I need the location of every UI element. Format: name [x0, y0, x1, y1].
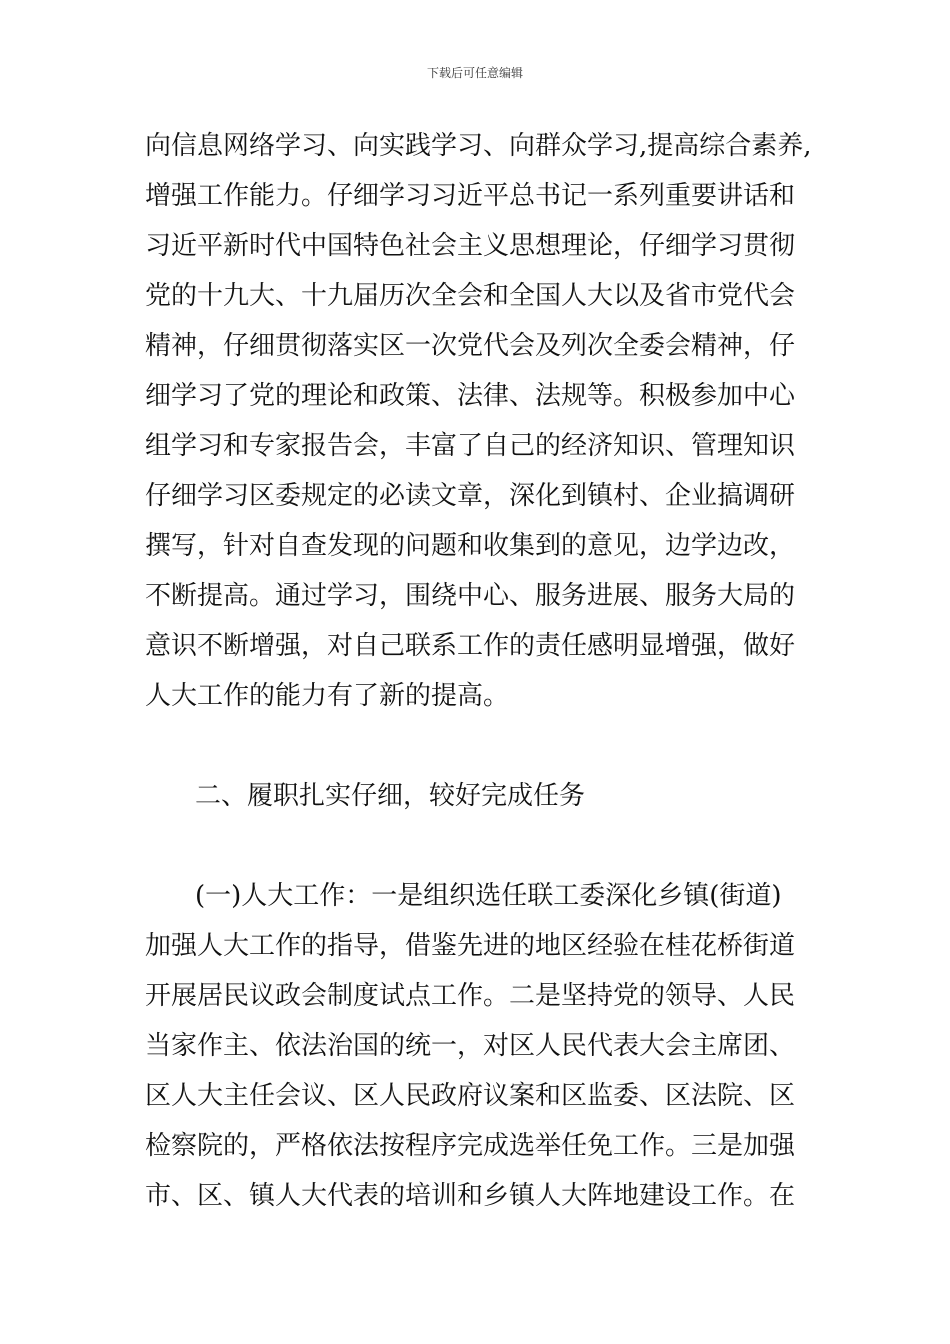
paragraph-1-line: 撰写，针对自查发现的问题和收集到的意见，边学边改， [145, 531, 796, 561]
paragraph-1-line: 党的十九大、十九届历次全会和全国人大以及省市党代会 [145, 281, 796, 311]
paragraph-1-line: 增强工作能力。仔细学习习近平总书记一系列重要讲话和 [145, 181, 796, 211]
paragraph-1-line: 不断提高。通过学习，围绕中心、服务进展、服务大局的 [145, 581, 796, 611]
paragraph-2-line: 开展居民议政会制度试点工作。二是坚持党的领导、人民 [145, 981, 796, 1011]
paragraph-1-line: 意识不断增强，对自己联系工作的责任感明显增强，做好 [145, 631, 796, 661]
paragraph-2-line: 加强人大工作的指导，借鉴先进的地区经验在桂花桥街道 [145, 931, 796, 961]
paragraph-2-line: 当家作主、依法治国的统一，对区人民代表大会主席团、 [145, 1031, 796, 1061]
paragraph-1-line: 人大工作的能力有了新的提高。 [145, 681, 510, 711]
paragraph-2-line: 区人大主任会议、区人民政府议案和区监委、区法院、区 [145, 1081, 796, 1111]
paragraph-1-line: 细学习了党的理论和政策、法律、法规等。积极参加中心 [145, 381, 796, 411]
paragraph-2-line: (一)人大工作：一是组织选任联工委深化乡镇(街道) [195, 881, 782, 911]
page-header: 下载后可任意编辑 [426, 66, 523, 80]
paragraph-2-line: 检察院的，严格依法按程序完成选举任免工作。三是加强 [145, 1131, 796, 1161]
paragraph-1-line: 向信息网络学习、向实践学习、向群众学习,提高综合素养, [145, 131, 812, 161]
paragraph-1-line: 精神，仔细贯彻落实区一次党代会及列次全委会精神，仔 [145, 331, 796, 361]
paragraph-2-line: 市、区、镇人大代表的培训和乡镇人大阵地建设工作。在 [145, 1181, 796, 1211]
paragraph-1-line: 习近平新时代中国特色社会主义思想理论，仔细学习贯彻 [145, 231, 796, 261]
section-2-heading: 二、履职扎实仔细，较好完成任务 [195, 781, 586, 811]
paragraph-1-line: 组学习和专家报告会，丰富了自己的经济知识、管理知识 [145, 431, 796, 461]
paragraph-1-line: 仔细学习区委规定的必读文章，深化到镇村、企业搞调研 [145, 481, 796, 511]
